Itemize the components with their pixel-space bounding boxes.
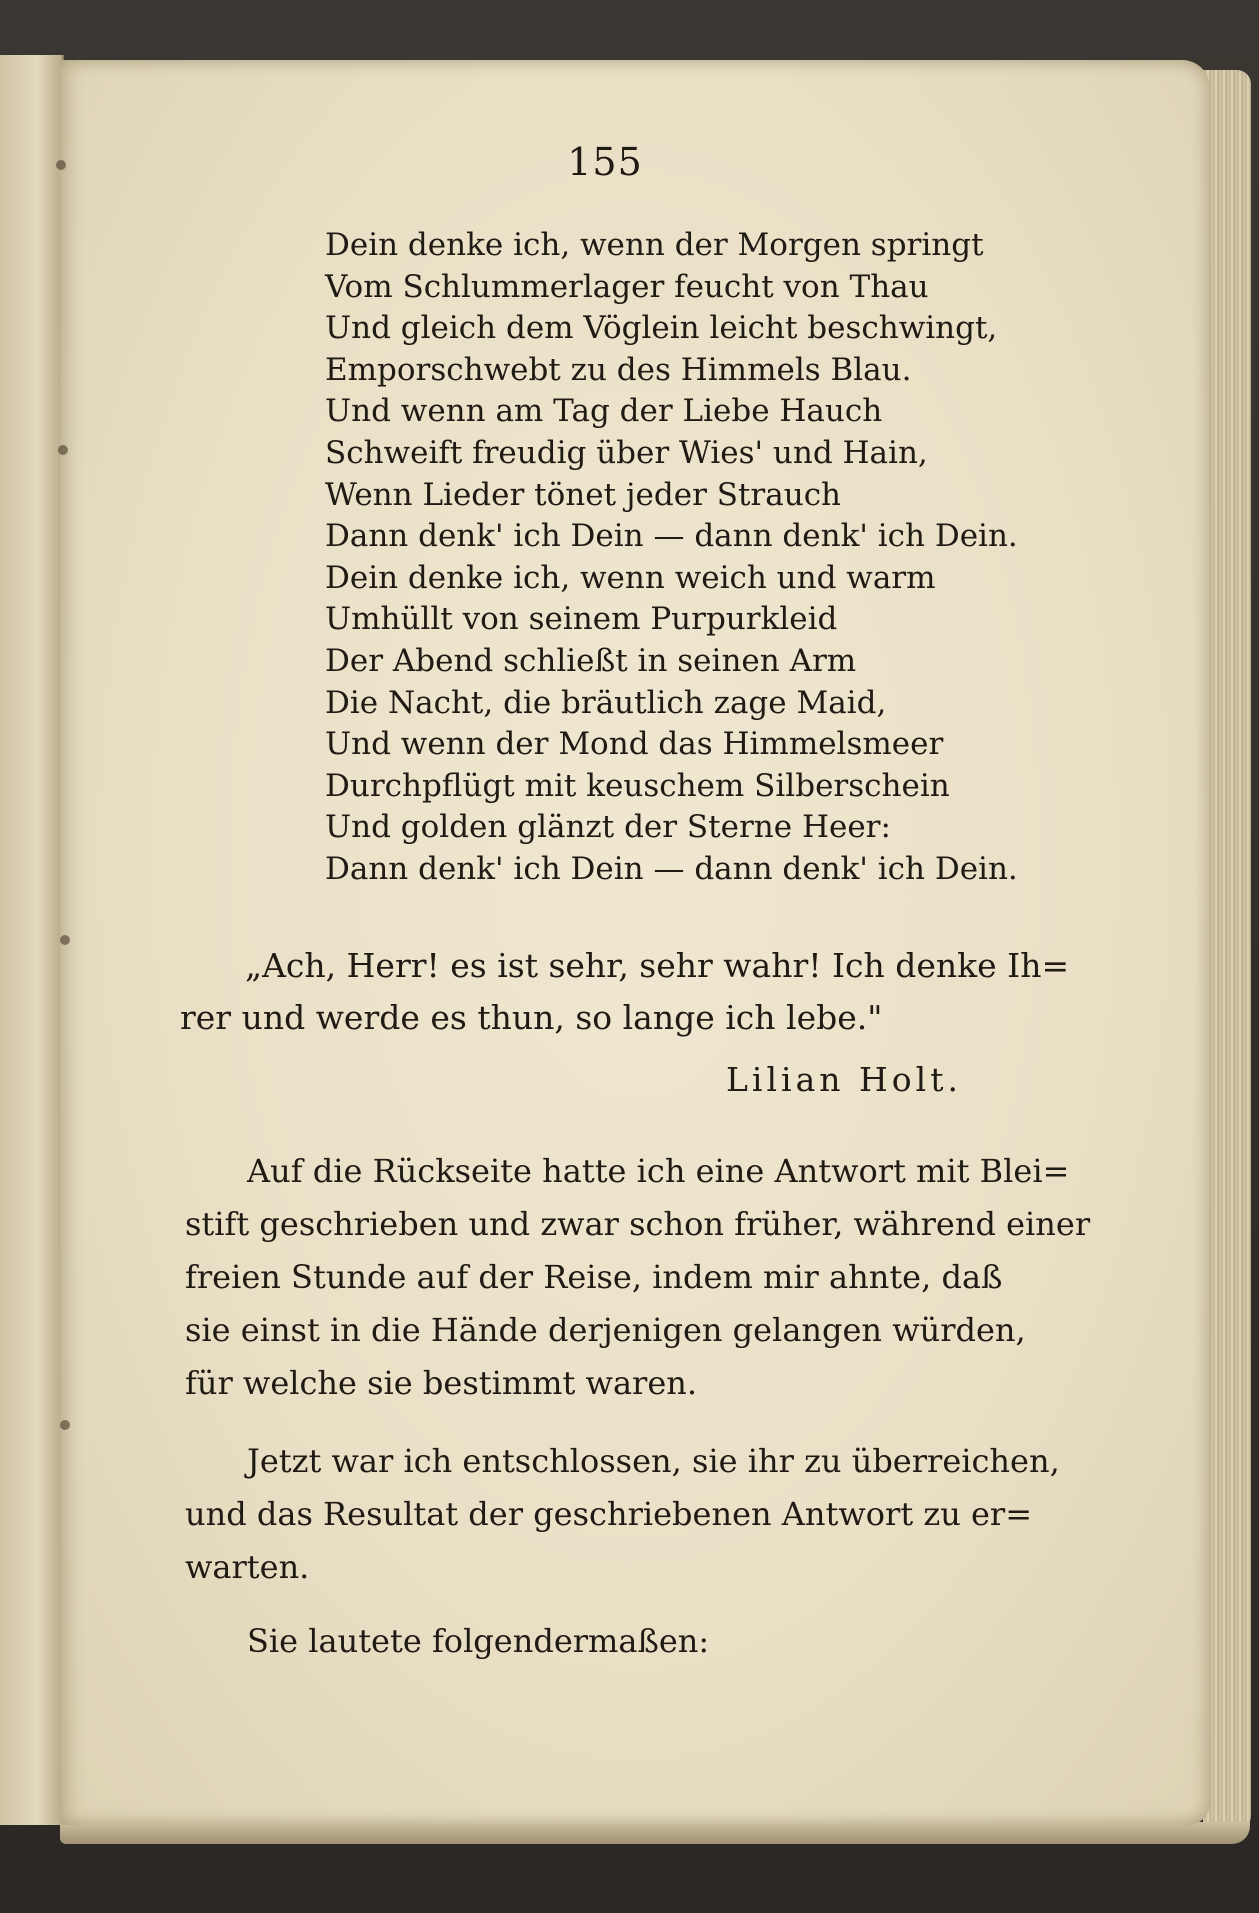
paragraph-line: Jetzt war ich entschlossen, sie ihr zu überreichen, <box>247 1442 1060 1480</box>
poem-line: Wenn Lieder tönet jeder Strauch <box>325 476 842 513</box>
poem-line: Und wenn am Tag der Liebe Hauch <box>325 393 883 430</box>
paragraph-line: stift geschrieben und zwar schon früher, während einer <box>185 1205 1091 1243</box>
poem-line: Die Nacht, die bräutlich zage Maid, <box>325 684 887 721</box>
paragraph-line: für welche sie bestimmt waren. <box>185 1364 698 1402</box>
poem-line: Umhüllt von seinem Purpurkleid <box>325 601 838 638</box>
poem-line: Und wenn der Mond das Himmelsmeer <box>325 726 944 763</box>
poem-line: Dann denk' ich Dein — dann denk' ich Dein. <box>325 850 1018 887</box>
paragraph-line: Auf die Rückseite hatte ich eine Antwort mit Blei= <box>247 1152 1070 1190</box>
page-number: 155 <box>567 140 643 184</box>
paragraph-line: und das Resultat der geschriebenen Antwort zu er= <box>185 1495 1033 1533</box>
quote-line: rer und werde es thun, so lange ich lebe." <box>180 998 883 1037</box>
poem <box>325 225 1018 891</box>
body-paragraph <box>185 1435 1065 1594</box>
body-paragraph <box>185 1145 1091 1410</box>
paragraph-line: sie einst in die Hände derjenigen gelangen würden, <box>185 1311 1026 1349</box>
body-paragraph <box>185 1615 1065 1668</box>
paragraph-line: freien Stunde auf der Reise, indem mir ahnte, daß <box>185 1258 1003 1296</box>
poem-line: Durchpflügt mit keuschem Silberschein <box>325 767 950 804</box>
poem-line: Dann denk' ich Dein — dann denk' ich Dein. <box>325 518 1018 555</box>
quote-paragraph <box>180 940 1070 1044</box>
poem-line: Vom Schlummerlager feucht von Thau <box>325 268 929 305</box>
poem-line: Der Abend schließt in seinen Arm <box>325 642 857 679</box>
poem-line: Dein denke ich, wenn weich und warm <box>325 559 936 596</box>
quote-line: „Ach, Herr! es ist sehr, sehr wahr! Ich denke Ih= <box>245 946 1070 985</box>
poem-line: Und gleich dem Vöglein leicht beschwingt, <box>325 310 998 347</box>
paragraph-line: warten. <box>185 1548 310 1586</box>
paragraph-line: Sie lautete folgendermaßen: <box>247 1622 710 1660</box>
poem-line: Und golden glänzt der Sterne Heer: <box>325 809 891 846</box>
signature: Lilian Holt. <box>726 1060 962 1099</box>
poem-line: Emporschwebt zu des Himmels Blau. <box>325 351 912 388</box>
poem-line: Schweift freudig über Wies' und Hain, <box>325 434 928 471</box>
poem-line: Dein denke ich, wenn der Morgen springt <box>325 227 984 263</box>
